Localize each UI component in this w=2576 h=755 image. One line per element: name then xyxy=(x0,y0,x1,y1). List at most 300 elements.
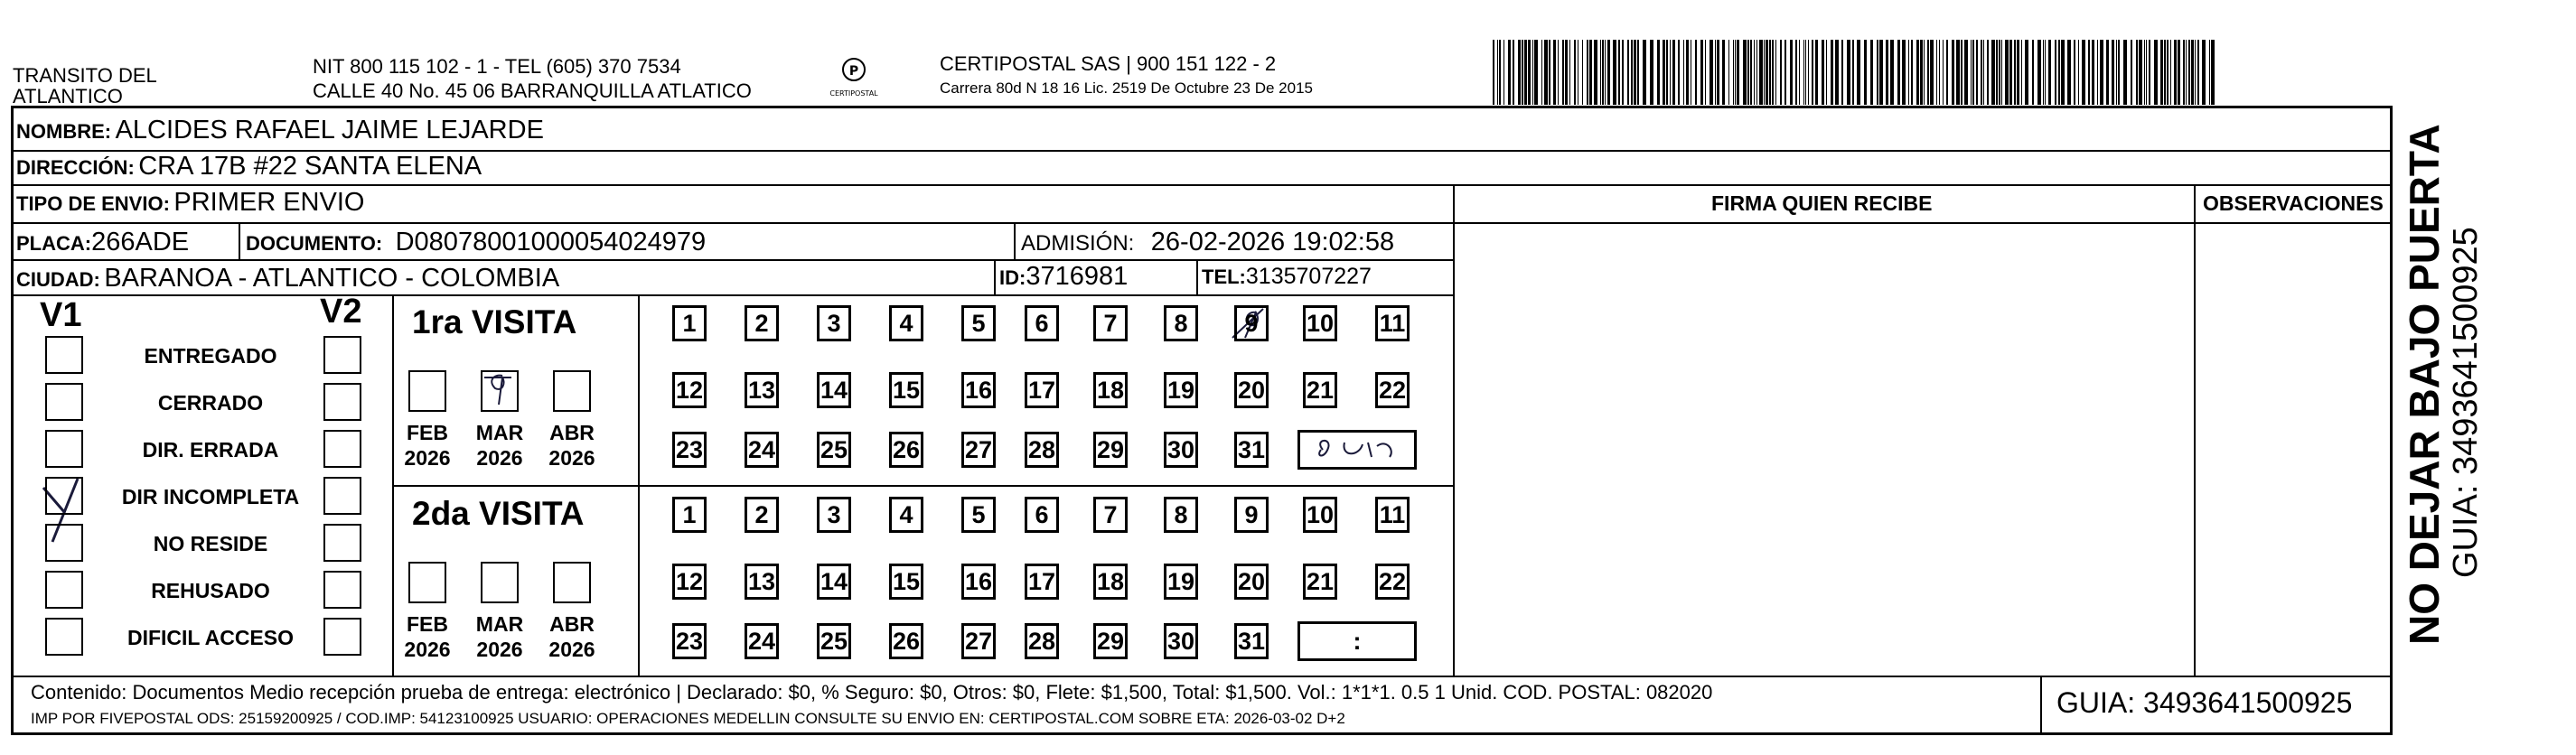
barcode-bar xyxy=(2123,40,2127,105)
guia-footer: GUIA: 3493641500925 xyxy=(2056,686,2353,719)
barcode-bar xyxy=(1631,40,1633,105)
visit1-day-12[interactable]: 12 xyxy=(672,372,707,408)
barcode-bar xyxy=(1857,40,1860,105)
barcode-bar xyxy=(1920,40,1923,105)
barcode-bar xyxy=(1987,40,1989,105)
barcode-bar xyxy=(1835,40,1839,105)
sender-address: CALLE 40 No. 45 06 BARRANQUILLA ATLATICO xyxy=(313,79,752,102)
barcode-bar xyxy=(1886,40,1888,105)
barcode-bar xyxy=(2097,40,2098,105)
barcode-bar xyxy=(1569,40,1570,105)
v1-checkbox-0[interactable] xyxy=(45,336,83,374)
visit1-day-28[interactable]: 28 xyxy=(1025,432,1059,468)
shipment-type-row xyxy=(16,188,364,218)
v2-checkbox-3[interactable] xyxy=(323,477,361,515)
barcode-bar xyxy=(1618,40,1620,105)
barcode-bar xyxy=(1544,40,1548,105)
visit1-day-9[interactable]: 9 xyxy=(1234,305,1269,341)
visit2-day-12[interactable]: 12 xyxy=(672,564,707,600)
barcode-bar xyxy=(1916,40,1919,105)
barcode-bar xyxy=(2136,40,2138,105)
admision-field xyxy=(1021,228,1394,257)
barcode-bar xyxy=(1991,40,1995,105)
print-info-line: IMP POR FIVEPOSTAL ODS: 25159200925 / COD.IMP: 54123100925 USUARIO: OPERACIONES MEDELLIN CONSULTE SU ENVIO EN: CERTIPOSTAL.COM SOBRE ETA: 2026-03-02 D+2 xyxy=(31,710,1345,727)
barcode-bar xyxy=(2014,40,2016,105)
visit1-day-11[interactable]: 11 xyxy=(1375,305,1410,341)
visit1-day-31[interactable]: 31 xyxy=(1234,432,1269,468)
barcode-bar xyxy=(2170,40,2171,105)
barcode-bar xyxy=(1735,40,1736,105)
barcode-bar xyxy=(1908,40,1909,105)
barcode-bar xyxy=(1670,40,1671,105)
visit2-day-10[interactable]: 10 xyxy=(1303,497,1337,533)
barcode-bar xyxy=(1971,40,1972,105)
v1-checkbox-1[interactable] xyxy=(45,383,83,421)
sender-nit: NIT 800 115 102 - 1 - TEL (605) 370 7534 xyxy=(313,55,681,78)
barcode-bar xyxy=(1705,40,1706,105)
barcode-bar xyxy=(1686,40,1689,105)
address-row xyxy=(16,152,482,182)
visit2-year-0: 2026 xyxy=(404,638,451,661)
second-visit-title: 2da VISITA xyxy=(412,495,585,532)
barcode-bar xyxy=(2197,40,2199,105)
barcode-bar xyxy=(1666,40,1668,105)
barcode-bar xyxy=(1497,40,1498,105)
visit2-month-2: ABR xyxy=(549,612,595,636)
barcode-bar xyxy=(2017,40,2019,105)
visit1-day-29[interactable]: 29 xyxy=(1093,432,1128,468)
visit2-day-23[interactable]: 23 xyxy=(672,623,707,659)
visit2-day-28[interactable]: 28 xyxy=(1025,623,1059,659)
tel-field xyxy=(1202,264,1372,290)
visit1-day-14[interactable]: 14 xyxy=(817,372,851,408)
visit2-day-31[interactable]: 31 xyxy=(1234,623,1269,659)
barcode-bar xyxy=(2032,40,2034,105)
visit2-day-4[interactable]: 4 xyxy=(889,497,923,533)
v1-checkbox-4[interactable] xyxy=(45,524,83,562)
barcode-bar xyxy=(1710,40,1713,105)
visit2-day-17[interactable]: 17 xyxy=(1025,564,1059,600)
barcode-bar xyxy=(1815,40,1818,105)
visit2-year-1: 2026 xyxy=(476,638,523,661)
barcode-bar xyxy=(1890,40,1894,105)
sender-name-line2: ATLANTICO xyxy=(13,85,123,107)
barcode-bar xyxy=(1870,40,1873,105)
visit1-day-18[interactable]: 18 xyxy=(1093,372,1128,408)
id-value: 3716981 xyxy=(1026,262,1129,291)
barcode-bar xyxy=(1784,40,1786,105)
barcode-bar xyxy=(1769,40,1771,105)
visit2-day-24[interactable]: 24 xyxy=(745,623,779,659)
barcode-bar xyxy=(2074,40,2075,105)
barcode-bar xyxy=(1930,40,1934,105)
barcode-bar xyxy=(2183,40,2185,105)
barcode-bar xyxy=(1663,40,1665,105)
barcode-bar xyxy=(1902,40,1906,105)
admision-label: ADMISIÓN: xyxy=(1021,231,1135,256)
visit1-day-23[interactable]: 23 xyxy=(672,432,707,468)
visit2-day-2[interactable]: 2 xyxy=(745,497,779,533)
visit2-time-box[interactable]: : xyxy=(1297,621,1417,661)
visit1-day-20[interactable]: 20 xyxy=(1234,372,1269,408)
visit2-day-25[interactable]: 25 xyxy=(817,623,851,659)
barcode-bar xyxy=(2021,40,2022,105)
visit2-month-box-2[interactable] xyxy=(553,562,591,603)
visit1-day-5[interactable]: 5 xyxy=(961,305,996,341)
barcode-bar xyxy=(1754,40,1755,105)
barcode-bar xyxy=(1524,40,1527,105)
visit2-day-20[interactable]: 20 xyxy=(1234,564,1269,600)
barcode-bar xyxy=(1493,40,1494,105)
visit1-day-15[interactable]: 15 xyxy=(889,372,923,408)
barcode-bar xyxy=(1582,40,1583,105)
barcode-bar xyxy=(1981,40,1982,105)
v2-checkbox-4[interactable] xyxy=(323,524,361,562)
barcode-bar xyxy=(1634,40,1636,105)
direccion-label: DIRECCIÓN: xyxy=(16,156,135,179)
barcode-bar xyxy=(1728,40,1729,105)
barcode-bar xyxy=(1650,40,1653,105)
barcode-bar xyxy=(2001,40,2002,105)
visit2-day-6[interactable]: 6 xyxy=(1025,497,1059,533)
visit1-day-27[interactable]: 27 xyxy=(961,432,996,468)
barcode-bar xyxy=(1924,40,1925,105)
barcode-bar xyxy=(1750,40,1752,105)
visit2-day-22[interactable]: 22 xyxy=(1375,564,1410,600)
barcode-bar xyxy=(2118,40,2120,105)
v1-checkbox-5[interactable] xyxy=(45,571,83,609)
barcode-bar xyxy=(2045,40,2046,105)
visit1-day-21[interactable]: 21 xyxy=(1303,372,1337,408)
visit2-month-box-1[interactable] xyxy=(481,562,519,603)
visit1-month-0: FEB xyxy=(407,421,448,444)
barcode-bar xyxy=(1522,40,1523,105)
barcode-bar xyxy=(2164,40,2166,105)
barcode-bar xyxy=(1600,40,1601,105)
v2-checkbox-1[interactable] xyxy=(323,383,361,421)
documento-field xyxy=(246,228,706,257)
svg-text:P: P xyxy=(848,64,859,79)
visit1-day-13[interactable]: 13 xyxy=(745,372,779,408)
barcode-bar xyxy=(1877,40,1878,105)
visit2-day-11[interactable]: 11 xyxy=(1375,497,1410,533)
barcode-bar xyxy=(1558,40,1559,105)
barcode-bar xyxy=(1961,40,1962,105)
barcode-bar xyxy=(2055,40,2056,105)
barcode-bar xyxy=(1946,40,1948,105)
barcode-bar xyxy=(1879,40,1883,105)
barcode-bar xyxy=(2078,40,2079,105)
visit2-month-1: MAR xyxy=(475,612,524,636)
barcode-bar xyxy=(1602,40,1604,105)
ciudad-label: CIUDAD: xyxy=(16,268,100,291)
visit1-month-box-0[interactable] xyxy=(408,370,446,412)
visit1-day-8[interactable]: 8 xyxy=(1164,305,1198,341)
documento-value: D08078001000054024979 xyxy=(395,228,707,256)
visit1-day-3[interactable]: 3 xyxy=(817,305,851,341)
ciudad-value: BARANOA - ATLANTICO - COLOMBIA xyxy=(104,264,560,293)
barcode-bar xyxy=(1672,40,1675,105)
barcode-bar xyxy=(2088,40,2090,105)
barcode-bar xyxy=(2195,40,2196,105)
visit1-day-25[interactable]: 25 xyxy=(817,432,851,468)
visit1-day-26[interactable]: 26 xyxy=(889,432,923,468)
visit2-year-2: 2026 xyxy=(548,638,595,661)
visit2-day-19[interactable]: 19 xyxy=(1164,564,1198,600)
barcode-bar xyxy=(1532,40,1533,105)
barcode-bar xyxy=(2188,40,2190,105)
barcode-bar xyxy=(2009,40,2012,105)
barcode-bar xyxy=(2112,40,2114,105)
barcode-bar xyxy=(1747,40,1749,105)
barcode-bar xyxy=(2005,40,2009,105)
barcode-bar xyxy=(1772,40,1774,105)
barcode-bar xyxy=(1717,40,1719,105)
visit2-day-29[interactable]: 29 xyxy=(1093,623,1128,659)
barcode-bar xyxy=(1936,40,1937,105)
barcode-bar xyxy=(2061,40,2065,105)
barcode-bar xyxy=(1643,40,1646,105)
barcode-bar xyxy=(1790,40,1793,105)
courier-company: CERTIPOSTAL SAS | 900 151 122 - 2 xyxy=(940,52,1277,75)
first-visit-title: 1ra VISITA xyxy=(412,303,577,340)
visit2-day-21[interactable]: 21 xyxy=(1303,564,1337,600)
visit1-month-box-2[interactable] xyxy=(553,370,591,412)
barcode-bar xyxy=(2043,40,2044,105)
placa-field xyxy=(16,228,189,257)
certipostal-logo xyxy=(822,56,885,103)
placa-label: PLACA: xyxy=(16,232,92,255)
recipient-name-row xyxy=(16,116,544,145)
barcode-bar xyxy=(1775,40,1776,105)
tel-value: 3135707227 xyxy=(1245,264,1372,289)
barcode-bar xyxy=(2048,40,2051,105)
barcode-bar xyxy=(2186,40,2187,105)
visit1-year-0: 2026 xyxy=(404,446,451,470)
barcode-bar xyxy=(2131,40,2132,105)
visit2-day-9[interactable]: 9 xyxy=(1234,497,1269,533)
visit2-day-3[interactable]: 3 xyxy=(817,497,851,533)
barcode-bar xyxy=(1683,40,1684,105)
barcode-bar xyxy=(1562,40,1564,105)
v2-checkbox-2[interactable] xyxy=(323,430,361,468)
barcode-bar xyxy=(2178,40,2180,105)
visit1-month-2: ABR xyxy=(549,421,595,444)
status-label-4: NO RESIDE xyxy=(153,532,268,555)
barcode-bar xyxy=(1589,40,1592,105)
barcode-bar xyxy=(2116,40,2117,105)
v1-checkbox-2[interactable] xyxy=(45,430,83,468)
barcode-bar xyxy=(1996,40,1998,105)
visit2-day-8[interactable]: 8 xyxy=(1164,497,1198,533)
barcode-bar xyxy=(1943,40,1944,105)
barcode-bar xyxy=(2167,40,2169,105)
visit1-day-17[interactable]: 17 xyxy=(1025,372,1059,408)
barcode-bar xyxy=(1587,40,1588,105)
visit2-day-26[interactable]: 26 xyxy=(889,623,923,659)
barcode-bar xyxy=(1799,40,1800,105)
barcode-bar xyxy=(2139,40,2142,105)
barcode-bar xyxy=(1956,40,1960,105)
barcode-bar xyxy=(1897,40,1900,105)
v1-checkbox-3[interactable] xyxy=(45,477,83,515)
barcode-bar xyxy=(1759,40,1763,105)
barcode-bar xyxy=(2067,40,2071,105)
barcode-bar xyxy=(2202,40,2206,105)
visit1-day-30[interactable]: 30 xyxy=(1164,432,1198,468)
barcode-bar xyxy=(1513,40,1514,105)
barcode-bar xyxy=(1518,40,1521,105)
v2-header: V2 xyxy=(320,293,362,331)
barcode-bar xyxy=(1766,40,1768,105)
status-label-5: REHUSADO xyxy=(151,579,270,602)
barcode-bar xyxy=(1627,40,1629,105)
visit2-day-27[interactable]: 27 xyxy=(961,623,996,659)
barcode-bar xyxy=(1964,40,1968,105)
visit1-year-1: 2026 xyxy=(476,446,523,470)
visit2-day-16[interactable]: 16 xyxy=(961,564,996,600)
observaciones-header: OBSERVACIONES xyxy=(2203,191,2384,215)
recipient-name: ALCIDES RAFAEL JAIME LEJARDE xyxy=(115,116,544,144)
visit2-day-13[interactable]: 13 xyxy=(745,564,779,600)
barcode-bar xyxy=(2092,40,2094,105)
barcode-bar xyxy=(1764,40,1765,105)
sender-name-line1: TRANSITO DEL xyxy=(13,64,157,87)
status-label-2: DIR. ERRADA xyxy=(142,438,279,461)
barcode-bar xyxy=(1911,40,1913,105)
barcode-bar xyxy=(1607,40,1610,105)
barcode-bar xyxy=(1983,40,1984,105)
barcode-bar xyxy=(1565,40,1568,105)
visit1-day-19[interactable]: 19 xyxy=(1164,372,1198,408)
id-label: ID: xyxy=(999,266,1026,289)
barcode-bar xyxy=(2154,40,2158,105)
barcode-bar xyxy=(1594,40,1597,105)
barcode-bar xyxy=(1508,40,1511,105)
visit1-month-box-1[interactable] xyxy=(481,370,519,412)
barcode-bar xyxy=(2025,40,2028,105)
v1-checkbox-6[interactable] xyxy=(45,618,83,656)
status-label-1: CERRADO xyxy=(157,391,264,415)
barcode-bar xyxy=(1852,40,1854,105)
barcode-bar xyxy=(1695,40,1697,105)
contents-line: Contenido: Documentos Medio recepción prueba de entrega: electrónico | Declarado: $0, % Seguro: $0, Otros: $0, Flete: $1,500, Total: $1,500. Vol.: 1*1*1. 0.5 1 Unid. COD. POSTAL: 082020 xyxy=(31,681,1713,704)
status-label-6: DIFICIL ACCESO xyxy=(126,626,294,649)
barcode-bar xyxy=(2058,40,2060,105)
admision-value: 26-02-2026 19:02:58 xyxy=(1150,228,1395,256)
nombre-label: NOMBRE: xyxy=(16,120,112,143)
visit1-day-7[interactable]: 7 xyxy=(1093,305,1128,341)
barcode-bar xyxy=(1999,40,2000,105)
barcode-bar xyxy=(2209,40,2210,105)
barcode-bar xyxy=(1808,40,1809,105)
barcode-bar xyxy=(1972,40,1974,105)
tel-label: TEL: xyxy=(1202,266,1246,288)
barcode-bar xyxy=(1864,40,1867,105)
barcode-bar xyxy=(1613,40,1616,105)
visit2-day-14[interactable]: 14 xyxy=(817,564,851,600)
barcode xyxy=(1493,40,2217,105)
barcode-bar xyxy=(1812,40,1813,105)
barcode-bar xyxy=(2149,40,2150,105)
visit1-day-1[interactable]: 1 xyxy=(672,305,707,341)
visit2-month-box-0[interactable] xyxy=(408,562,446,603)
shipping-form xyxy=(11,106,2393,735)
visit1-month-1: MAR xyxy=(475,421,524,444)
barcode-bar xyxy=(1826,40,1827,105)
barcode-bar xyxy=(1657,40,1660,105)
barcode-bar xyxy=(1574,40,1576,105)
barcode-bar xyxy=(2082,40,2085,105)
barcode-bar xyxy=(2146,40,2147,105)
shipment-type: PRIMER ENVIO xyxy=(173,188,365,217)
barcode-bar xyxy=(1803,40,1804,105)
barcode-bar xyxy=(2160,40,2163,105)
barcode-bar xyxy=(2144,40,2145,105)
barcode-bar xyxy=(1805,40,1806,105)
barcode-bar xyxy=(1927,40,1929,105)
barcode-bar xyxy=(1678,40,1680,105)
status-label-0: ENTREGADO xyxy=(144,344,277,368)
visit1-day-22[interactable]: 22 xyxy=(1375,372,1410,408)
barcode-bar xyxy=(1733,40,1734,105)
barcode-bar xyxy=(2174,40,2177,105)
barcode-bar xyxy=(1847,40,1850,105)
visit2-day-30[interactable]: 30 xyxy=(1164,623,1198,659)
barcode-bar xyxy=(2211,40,2215,105)
barcode-bar xyxy=(1700,40,1703,105)
visit1-day-4[interactable]: 4 xyxy=(889,305,923,341)
guia-side: GUIA: 3493641500925 xyxy=(2447,227,2485,578)
visit1-day-24[interactable]: 24 xyxy=(745,432,779,468)
barcode-bar xyxy=(1622,40,1624,105)
barcode-bar xyxy=(1795,40,1797,105)
barcode-bar xyxy=(1722,40,1725,105)
v2-checkbox-0[interactable] xyxy=(323,336,361,374)
barcode-bar xyxy=(1605,40,1606,105)
barcode-bar xyxy=(1715,40,1716,105)
v2-checkbox-6[interactable] xyxy=(323,618,361,656)
visit2-day-5[interactable]: 5 xyxy=(961,497,996,533)
no-dejar-bajo-puerta: NO DEJAR BAJO PUERTA xyxy=(2401,124,2448,645)
barcode-bar xyxy=(1553,40,1556,105)
visit2-day-18[interactable]: 18 xyxy=(1093,564,1128,600)
tipo-envio-label: TIPO DE ENVIO: xyxy=(16,192,170,215)
barcode-bar xyxy=(2037,40,2041,105)
visit2-day-15[interactable]: 15 xyxy=(889,564,923,600)
documento-label: DOCUMENTO: xyxy=(246,232,383,255)
visit1-day-2[interactable]: 2 xyxy=(745,305,779,341)
visit1-day-10[interactable]: 10 xyxy=(1303,305,1337,341)
placa-value: 266ADE xyxy=(91,228,190,256)
visit2-day-1[interactable]: 1 xyxy=(672,497,707,533)
barcode-bar xyxy=(1952,40,1954,105)
barcode-bar xyxy=(1939,40,1940,105)
v2-checkbox-5[interactable] xyxy=(323,571,361,609)
v1-header: V1 xyxy=(40,296,82,334)
svg-text:CERTIPOSTAL: CERTIPOSTAL xyxy=(829,89,878,98)
barcode-bar xyxy=(2100,40,2103,105)
visit1-day-6[interactable]: 6 xyxy=(1025,305,1059,341)
id-field xyxy=(999,262,1128,292)
barcode-bar xyxy=(1534,40,1538,105)
firma-header: FIRMA QUIEN RECIBE xyxy=(1711,191,1933,215)
visit1-time-box[interactable] xyxy=(1297,430,1417,470)
visit2-day-7[interactable]: 7 xyxy=(1093,497,1128,533)
barcode-bar xyxy=(1528,40,1531,105)
barcode-bar xyxy=(1637,40,1639,105)
visit1-day-16[interactable]: 16 xyxy=(961,372,996,408)
